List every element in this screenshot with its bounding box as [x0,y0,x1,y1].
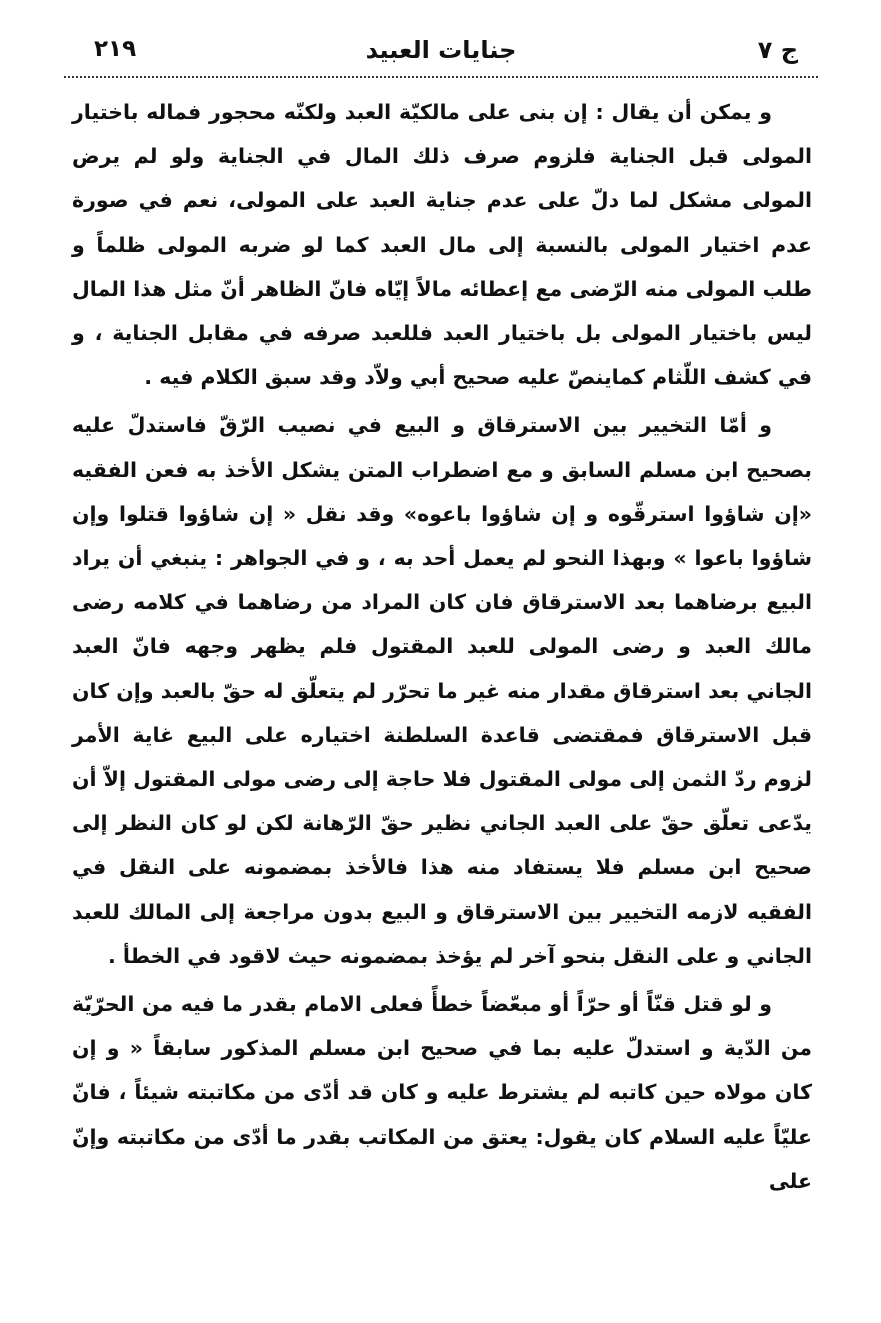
paragraph: و أمّا التخيير بين الاسترقاق و البيع في نصيب الرّقّ فاستدلّ عليه بصحيح ابن مسلم السابق و مع اضطراب المتن يشكل الأخذ به فعن الفقيه «إن شاؤوا استرقّوه و إن شاؤوا باعوه» وقد نقل « إن شاؤوا قتلوا وإن شاؤوا باعوا » وبهذا النحو لم يعمل أحد به ، و في الجواهر : ينبغي أن يراد البيع برضاهما بعد الاسترقاق فان كان المراد من رضاهما في كلامه رضى مالك العبد و رضى المولى للعبد المقتول فلم يظهر وجهه فانّ العبد الجاني بعد استرقاق مقدار منه غير ما تحرّر لم يتعلّق له حقّ بالعبد وإن كان قبل الاسترقاق فمقتضى قاعدة السلطنة اختياره على البيع غاية الأمر لزوم ردّ الثمن إلى مولى المقتول فلا حاجة إلى رضى مولى المقتول إلاّ أن يدّعى تعلّق حقّ على العبد الجاني نظير حقّ الرّهانة لكن لو كان النظر إلى صحيح ابن مسلم فلا يستفاد منه هذا فالأخذ بمضمونه على النقل في الفقيه لازمه التخيير بين الاسترقاق و البيع بدون مراجعة إلى المالك للعبد الجاني و على النقل بنحو آخر لم يؤخذ بمضمونه حيث لاقود في الخطأ . [72,413,812,968]
running-header [62,30,820,74]
paragraph: و يمكن أن يقال : إن بنى على مالكيّة العبد ولكنّه محجور فماله باختيار المولى قبل الجناية فلزوم صرف ذلك المال في الجناية ولو لم يرض المولى مشكل لما دلّ على عدم جناية العبد على المولى، نعم في صورة عدم اختيار المولى بالنسبة إلى مال العبد كما لو ضربه المولى ظلماً و طلب المولى منه الرّضى مع إعطائه مالاً إيّاه فانّ الظاهر أنّ مثل هذا المال ليس باختيار المولى بل باختيار العبد فللعبد صرفه في مقابل الجناية ، و في كشف اللّثام كماينصّ عليه صحيح أبي ولاّد وقد سبق الكلام فيه . [72,100,812,390]
header-divider [64,76,818,78]
chapter-title: جنايات العبيد [365,36,517,64]
paragraph: و لو قتل قنّاً أو حرّاً أو مبعّضاً خطأً فعلى الامام بقدر ما فيه من الحرّيّة من الدّية و استدلّ عليه بما في صحيح ابن مسلم المذكور سابقاً « و إن كان مولاه حين كاتبه لم يشترط عليه و كان قد أدّى من مكاتبته شيئاً ، فانّ عليّاً عليه السلام كان يقول: يعتق من المكاتب بقدر ما أدّى من مكاتبته وإنّ على [72,992,812,1193]
page-number: ٢١٩ [94,36,137,62]
volume-label: ج ٧ [757,36,798,64]
body-text [72,90,812,1203]
